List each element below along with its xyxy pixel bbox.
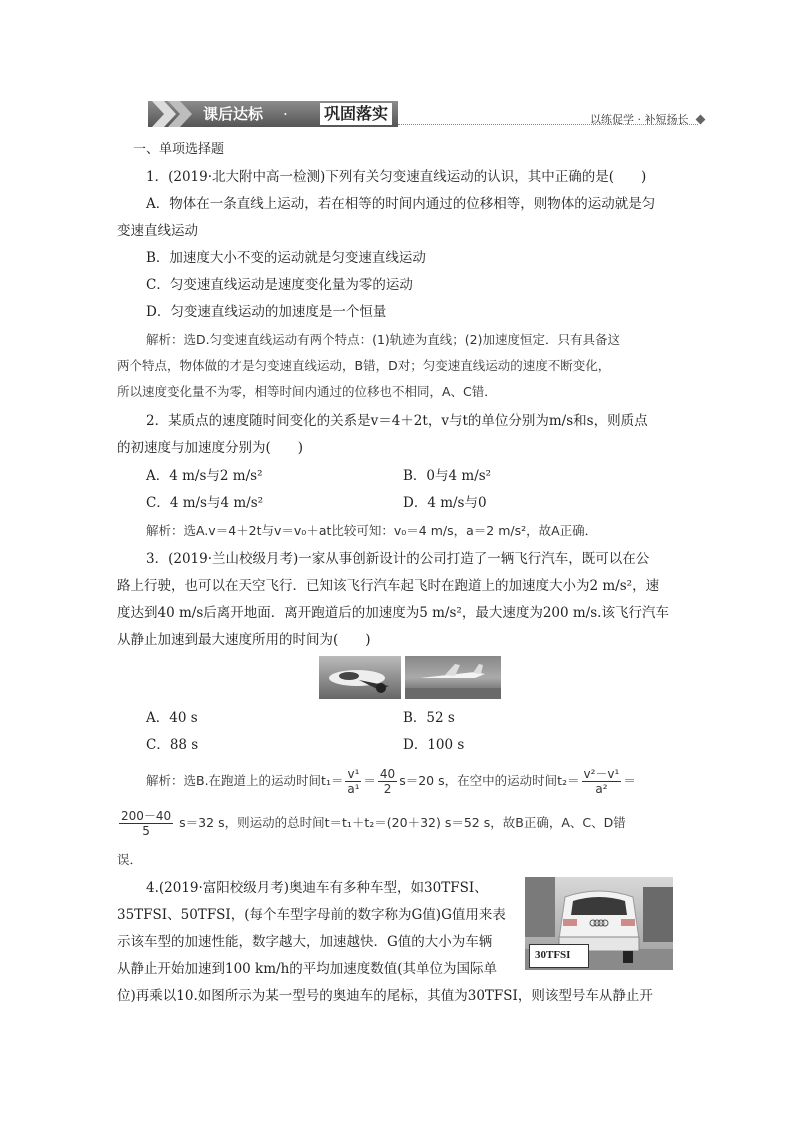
q1-explanation-1: 解析：选D.匀变速直线运动有两个特点：(1)轨迹为直线；(2)加速度恒定．只有具备这 (146, 332, 621, 347)
q4-line-1: 4.(2019·富阳校级月考)奥迪车有多种车型，如30TFSI、 (146, 880, 488, 896)
q2-option-d: D．4 m/s与0 (403, 495, 487, 511)
q3-stem-1: 3．(2019·兰山校级月考)一家从事创新设计的公司打造了一辆飞行汽车，既可以在公 (146, 551, 650, 567)
q3-option-d: D．100 s (403, 737, 465, 753)
q1-option-c: C．匀变速直线运动是速度变化量为零的运动 (146, 277, 413, 293)
fraction (582, 767, 622, 796)
banner-subtitle: 巩固落实 (320, 103, 392, 125)
fraction-num: v¹ (347, 767, 360, 781)
q2-option-b: B．0与4 m/s² (403, 468, 492, 484)
fraction-num: v²－v¹ (583, 767, 620, 781)
banner-dot: · (283, 105, 288, 123)
banner-title: 课后达标 (203, 105, 264, 123)
fraction-den: 2 (383, 782, 392, 796)
flying-car-image (319, 656, 401, 699)
fraction-num: 200－40 (121, 809, 172, 823)
plane-image (405, 656, 501, 699)
q1-explanation-3: 所以速度变化量不为零，相等时间内通过的位移也不相同，A、C错． (117, 384, 497, 399)
q2-option-a: A．4 m/s与2 m/s² (146, 468, 263, 484)
section-title: 一、单项选择题 (133, 142, 225, 157)
q4-line-4: 从静止开始加速到100 km/h的平均加速度数值(其单位为国际单 (117, 961, 498, 977)
q1-option-b: B．加速度大小不变的运动就是匀变速直线运动 (146, 250, 426, 266)
fraction-den: a² (595, 782, 608, 796)
diamond-icon (696, 115, 706, 125)
q3-jx2-text: s＝32 s，则运动的总时间t＝t₁＋t₂＝(20＋32) s＝52 s，故B正确，A、C、D错 (179, 815, 626, 830)
q1-option-a: A．物体在一条直线上运动，若在相等的时间内通过的位移相等，则物体的运动就是匀 (146, 196, 656, 212)
q3-stem-3: 度达到40 m/s后离开地面．离开跑道后的加速度为5 m/s²，最大速度为200 m/s.该飞行汽车 (117, 605, 669, 621)
q1-option-d: D．匀变速直线运动的加速度是一个恒量 (146, 304, 387, 320)
fraction-den: a¹ (347, 782, 360, 796)
q4-line-2: 35TFSI、50TFSI，(每个车型字母前的数字称为G值)G值用来表 (117, 907, 506, 923)
q3-jx1-mid: s＝20 s，在空中的运动时间t₂＝ (399, 773, 580, 788)
q2-stem-2: 的初速度与加速度分别为( ) (117, 440, 304, 456)
q1-explanation-2: 两个特点，物体做的才是匀变速直线运动，B错，D对；匀变速直线运动的速度不断变化， (117, 358, 611, 373)
q2-stem-1: 2．某质点的速度随时间变化的关系是v＝4＋2t，v与t的单位分别为m/s和s，则质点 (146, 413, 648, 429)
chevron-icon (150, 101, 200, 127)
q4-line-5: 位)再乘以10.如图所示为某一型号的奥迪车的尾标，其值为30TFSI，则该型号车从静止开 (117, 988, 653, 1004)
q3-jx1-eq: ＝ (363, 773, 376, 788)
audi-photo (525, 877, 673, 970)
fraction (119, 809, 173, 838)
header-right-note: 以练促学 · 补短扬长 (590, 113, 689, 126)
q3-explanation-2 (117, 806, 626, 840)
q3-explanation-1 (146, 764, 636, 798)
q3-explanation-3: 误． (117, 852, 143, 867)
q2-option-c: C．4 m/s与4 m/s² (146, 495, 264, 511)
q2-explanation: 解析：选A.v＝4＋2t与v＝v₀＋at比较可知：v₀＝4 m/s，a＝2 m/s²，故A正确． (146, 523, 598, 538)
q1-option-a-cont: 变速直线运动 (117, 223, 198, 239)
q3-option-a: A．40 s (146, 710, 198, 726)
fraction (345, 767, 361, 796)
q3-option-b: B．52 s (403, 710, 455, 726)
q1-stem: 1．(2019·北大附中高一检测)下列有关匀变速直线运动的认识，其中正确的是( ) (146, 169, 647, 185)
fraction (378, 767, 397, 796)
q3-jx1-pre: 解析：选B.在跑道上的运动时间t₁＝ (146, 773, 344, 788)
q3-stem-2: 路上行驶，也可以在天空飞行．已知该飞行汽车起飞时在跑道上的加速度大小为2 m/s²，速 (117, 578, 660, 594)
q3-option-c: C．88 s (146, 737, 199, 753)
q4-line-3: 示该车型的加速性能，数字越大，加速越快．G值的大小为车辆 (117, 934, 493, 950)
fraction-den: 5 (142, 824, 150, 838)
q3-stem-4: 从静止加速到最大速度所用的时间为( ) (117, 632, 371, 648)
fraction-num: 40 (379, 767, 396, 781)
photo-label-text: 30TFSI (535, 949, 571, 961)
q3-jx1-end: ＝ (623, 773, 636, 788)
